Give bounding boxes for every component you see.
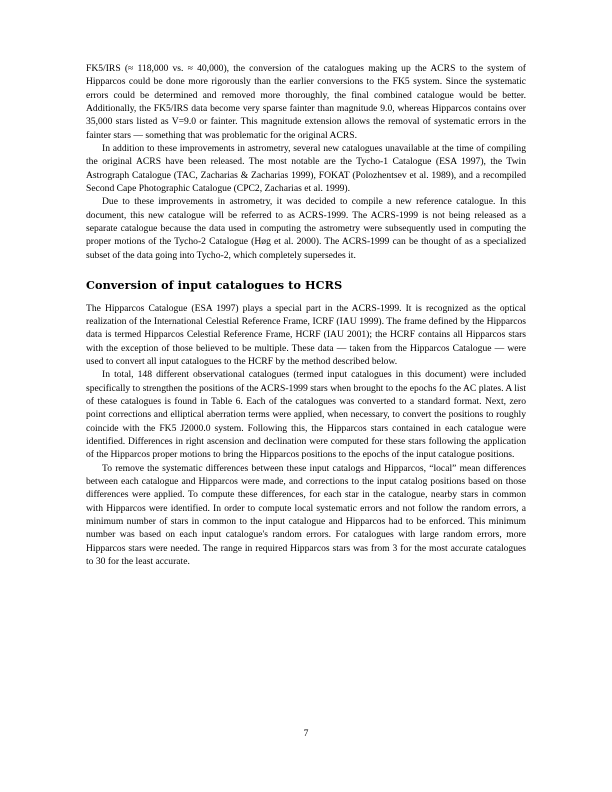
paragraph-input-catalogues: In total, 148 different observational catalogues (termed input catalogues in this document) were included specifically to strengthen the positions of the ACRS-1999 stars when brought to the epochs fo the AC plates. A list of these catalogues is found in Table 6. Each of the catalogues was converted to a standard format. Next, zero point corrections and elliptical aberration terms were applied, when necessary, to convert the positions to roughly coincide with the FK5 J2000.0 system. Following this, the Hipparcos stars contained in each catalogue were identified. Differences in right ascension and declination were computed for these stars following the application of the Hipparcos proper motions to bring the Hipparcos positions to the epochs of the input catalogue positions. [86,369,526,461]
paragraph-new-catalogues: In addition to these improvements in astrometry, several new catalogues unavailable at the time of compiling the original ACRS have been released. The most notable are the Tycho-1 Catalogue (ESA 1997), the Twin Astrograph Catalogue (TAC, Zacharias & Zacharias 1999), FOKAT (Polozhentsev et al. 1989), and a recompiled Second Cape Photographic Catalogue (CPC2, Zacharias et al. 1999). [86,143,526,195]
paragraph-acrs-1999: Due to these improvements in astrometry, it was decided to compile a new reference catalogue. In this document, this new catalogue will be referred to as ACRS-1999. The ACRS-1999 is not being released as a separate catalogue because the data used in computing the astrometry were subsequently used in computing the proper motions of the Tycho-2 Catalogue (Høg et al. 2000). The ACRS-1999 can be thought of as a specialized subset of the data going into Tycho-2, which completely supersedes it. [86,196,526,261]
paragraph-intro-continuation: FK5/IRS (≈ 118,000 vs. ≈ 40,000), the conversion of the catalogues making up the ACRS to the system of Hipparcos could be done more rigorously than the earlier conversions to the FK5 system. Since the systematic errors could be determined and removed more thoroughly, the final combined catalogue would be better. Additionally, the FK5/IRS data become very sparse fainter than magnitude 9.0, whereas Hipparcos contains over 35,000 stars listed as V=9.0 or fainter. This magnitude extension allows the removal of systematic errors in the fainter stars — something that was problematic for the original ACRS. [86,63,526,141]
page-body [86,62,526,568]
paragraph-hipparcos-catalogue: The Hipparcos Catalogue (ESA 1997) plays a special part in the ACRS-1999. It is recognized as the optical realization of the International Celestial Reference Frame, ICRF (IAU 1999). The frame defined by the Hipparcos data is termed Hipparcos Celestial Reference Frame, HCRF (IAU 2001); the HCRF contains all Hipparcos stars with the exception of those believed to be multiple. These data — taken from the Hipparcos Catalogue — were used to convert all input catalogues to the HCRF by the method described below. [86,302,526,367]
paragraph-systematic-differences: To remove the systematic differences between these input catalogs and Hipparcos, “local” mean differences between each catalogue and Hipparcos were made, and corrections to the input catalog positions based on those differences were applied. To compute these differences, for each star in the catalogue, nearby stars in common with Hipparcos were identified. In order to compute local systematic errors and not follow the random errors, a minimum number of stars in common to the input catalogue and Hipparcos had to be enforced. This minimum number was based on each input catalogue's random errors. For catalogues with large random errors, more Hipparcos stars were needed. The range in required Hipparcos stars was from 3 for the most accurate catalogues to 30 for the least accurate. [86,462,526,568]
section-heading-conversion: Conversion of input catalogues to HCRS [86,278,343,293]
page-number: 7 [303,728,309,739]
